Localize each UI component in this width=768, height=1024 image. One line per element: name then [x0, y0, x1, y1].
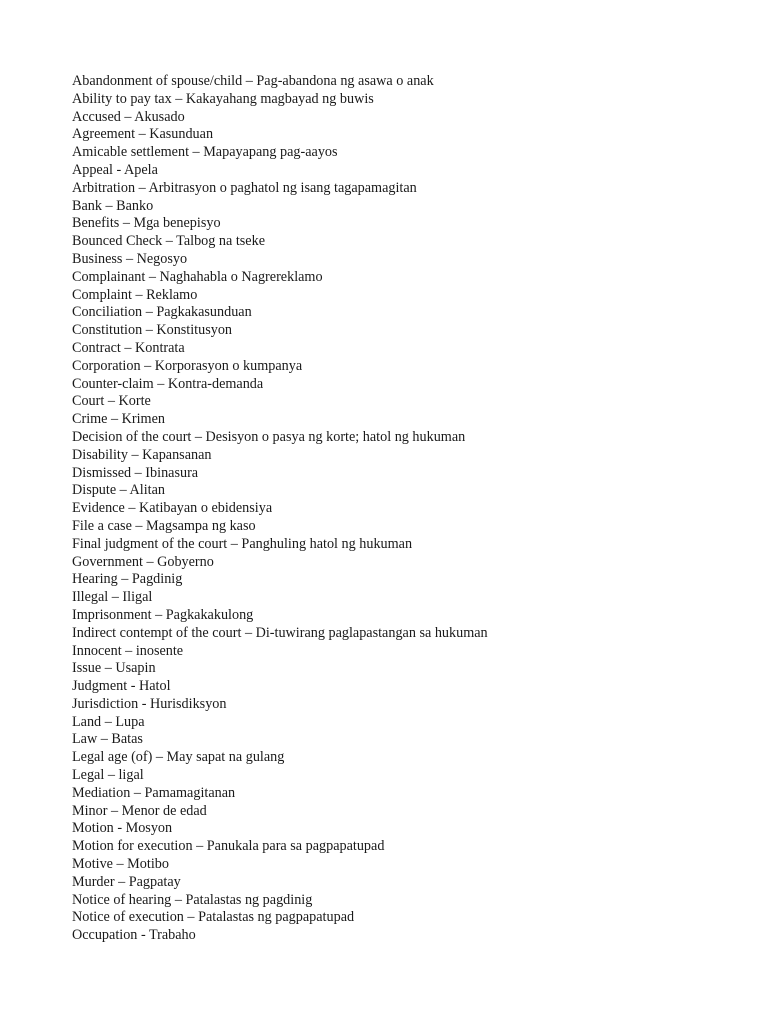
glossary-entry: Illegal – Iligal	[72, 589, 153, 606]
glossary-entry: Agreement – Kasunduan	[72, 126, 214, 143]
glossary-entry: Crime – Krimen	[72, 411, 165, 428]
glossary-entry: Evidence – Katibayan o ebidensiya	[72, 500, 273, 517]
glossary-entry: Final judgment of the court – Panghuling hatol ng hukuman	[72, 535, 413, 552]
glossary-entry: Benefits – Mga benepisyo	[72, 215, 221, 232]
glossary-entry: Judgment - Hatol	[72, 678, 171, 695]
glossary-entry: Hearing – Pagdinig	[72, 571, 183, 588]
glossary-entry: Notice of execution – Patalastas ng pagpapatupad	[72, 909, 355, 926]
glossary-entry: Murder – Pagpatay	[72, 873, 181, 890]
glossary-entry: Occupation - Trabaho	[72, 927, 196, 944]
glossary-entry: Motive – Motibo	[72, 856, 169, 873]
glossary-entry: Government – Gobyerno	[72, 553, 214, 570]
glossary-entry: Notice of hearing – Patalastas ng pagdinig	[72, 891, 313, 908]
glossary-entry: File a case – Magsampa ng kaso	[72, 517, 256, 534]
glossary-entry: Innocent – inosente	[72, 642, 184, 659]
glossary-entry: Business – Negosyo	[72, 250, 188, 267]
glossary-entry: Jurisdiction - Hurisdiksyon	[72, 695, 227, 712]
glossary-entry: Accused – Akusado	[72, 108, 185, 125]
glossary-entry: Motion for execution – Panukala para sa pagpapatupad	[72, 838, 385, 855]
glossary-entry: Court – Korte	[72, 393, 151, 410]
glossary-entry: Mediation – Pamamagitanan	[72, 784, 236, 801]
glossary-entry: Motion - Mosyon	[72, 820, 173, 837]
glossary-entry: Bounced Check – Talbog na tseke	[72, 233, 265, 250]
glossary-entry: Disability – Kapansanan	[72, 446, 212, 463]
glossary-entry: Issue – Usapin	[72, 660, 156, 677]
glossary-entry: Abandonment of spouse/child – Pag-abandona ng asawa o anak	[72, 73, 434, 89]
glossary-entry: Legal – ligal	[72, 767, 144, 784]
glossary-page	[72, 73, 732, 945]
glossary-entry: Amicable settlement – Mapayapang pag-aayos	[72, 144, 338, 161]
glossary-entry: Dismissed – Ibinasura	[72, 464, 199, 481]
glossary-entry: Complaint – Reklamo	[72, 286, 198, 303]
glossary-entry: Dispute – Alitan	[72, 482, 166, 499]
glossary-entry: Contract – Kontrata	[72, 339, 185, 356]
glossary-entry: Decision of the court – Desisyon o pasya ng korte; hatol ng hukuman	[72, 428, 466, 445]
glossary-entry: Law – Batas	[72, 731, 143, 748]
glossary-entry: Complainant – Naghahabla o Nagrereklamo	[72, 268, 323, 285]
glossary-entry: Land – Lupa	[72, 713, 145, 730]
glossary-entry: Counter-claim – Kontra-demanda	[72, 375, 264, 392]
glossary-entry: Arbitration – Arbitrasyon o paghatol ng isang tagapamagitan	[72, 179, 417, 196]
glossary-entry: Legal age (of) – May sapat na gulang	[72, 749, 285, 766]
glossary-entry: Minor – Menor de edad	[72, 802, 207, 819]
glossary-entry: Appeal - Apela	[72, 161, 158, 178]
glossary-entry: Constitution – Konstitusyon	[72, 322, 233, 339]
glossary-entry: Corporation – Korporasyon o kumpanya	[72, 357, 303, 374]
glossary-entry: Bank – Banko	[72, 197, 154, 214]
glossary-entry: Ability to pay tax – Kakayahang magbayad ng buwis	[72, 90, 374, 107]
glossary-entry: Imprisonment – Pagkakakulong	[72, 606, 254, 623]
glossary-entry: Conciliation – Pagkakasunduan	[72, 304, 252, 321]
glossary-entry: Indirect contempt of the court – Di-tuwirang paglapastangan sa hukuman	[72, 624, 488, 641]
